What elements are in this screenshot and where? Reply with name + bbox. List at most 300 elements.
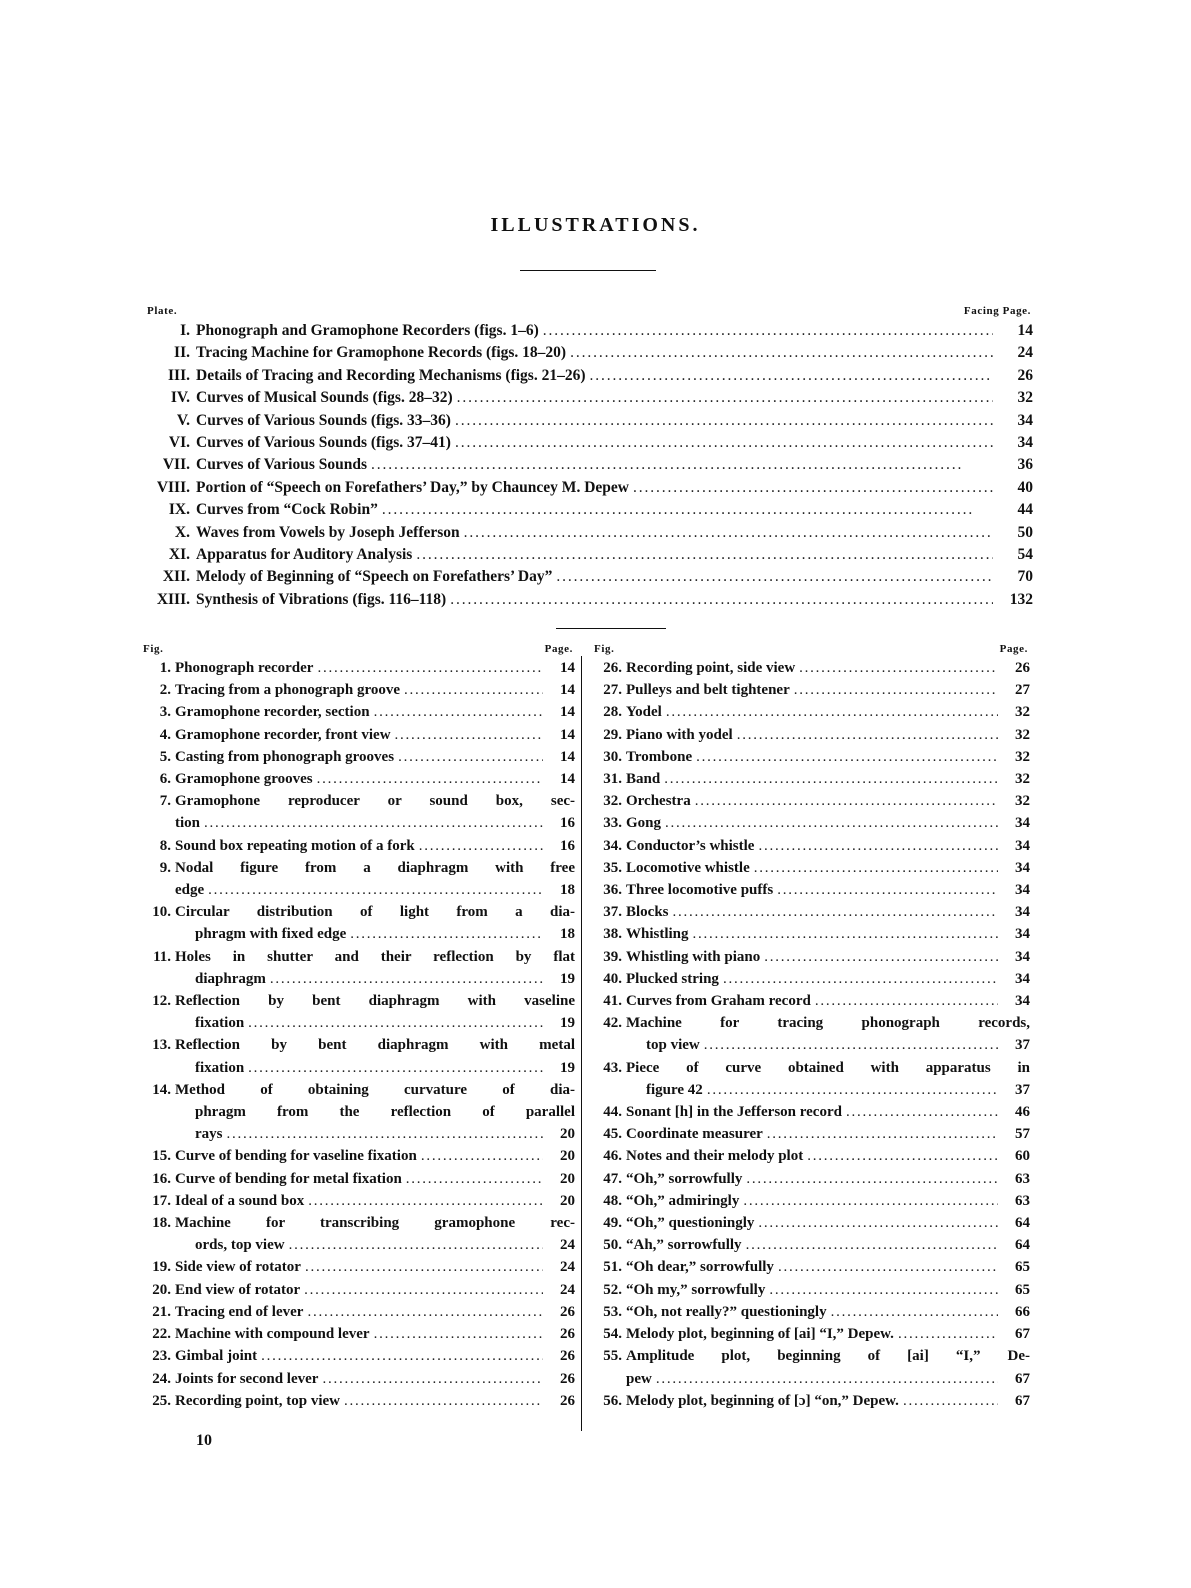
figure-number: 40. [603, 970, 622, 987]
fig-column-label: Fig. [594, 643, 615, 655]
figure-entry [137, 1034, 575, 1078]
figure-line [137, 1057, 575, 1079]
figure-entry [588, 790, 1030, 812]
figure-page: 16 [560, 815, 575, 832]
figure-entry [588, 701, 1030, 723]
figure-line [588, 857, 1030, 879]
figure-number: 22. [152, 1326, 171, 1343]
figure-entry [137, 1301, 575, 1323]
figure-entry [588, 679, 1030, 701]
plate-title: Apparatus for Auditory Analysis [196, 546, 413, 564]
figure-number: 38. [603, 926, 622, 943]
plate-page: 14 [1017, 322, 1033, 339]
dot-leader [344, 1390, 543, 1412]
figure-line [588, 1123, 1030, 1145]
figure-line [137, 1145, 575, 1167]
figure-line [588, 1190, 1030, 1212]
figure-number: 13. [152, 1037, 171, 1054]
figure-line [137, 857, 575, 879]
plate-page: 24 [1017, 344, 1033, 362]
dot-leader [846, 1101, 998, 1123]
dot-leader [543, 320, 993, 342]
dot-leader [261, 1345, 543, 1367]
figure-line [588, 679, 1030, 701]
figure-number: 35. [603, 859, 622, 876]
figure-line [588, 1279, 1030, 1301]
plate-number: XII. [162, 568, 190, 586]
figure-title: diaphragm [195, 970, 266, 987]
plate-page: 70 [1017, 568, 1033, 586]
dot-leader [382, 499, 993, 521]
figures-left-column [137, 643, 575, 1412]
figure-line [588, 812, 1030, 834]
figure-line [588, 1212, 1030, 1234]
figure-title: edge [175, 882, 205, 899]
figure-page: 32 [1015, 748, 1030, 765]
dot-leader [695, 790, 998, 812]
figure-line [137, 1368, 575, 1390]
dot-leader [704, 1034, 998, 1056]
figure-number: 3. [159, 704, 171, 721]
dot-leader [898, 1323, 998, 1345]
dot-leader [656, 1368, 998, 1390]
figure-line [588, 879, 1030, 901]
plate-number: III. [168, 366, 190, 384]
plate-entry [140, 499, 1033, 521]
figure-number: 37. [603, 904, 622, 921]
figure-page: 27 [1015, 682, 1030, 699]
figure-page: 34 [1015, 948, 1030, 965]
figure-title: Gramophone recorder, section [175, 704, 370, 721]
figure-title: Tracing end of lever [175, 1303, 304, 1320]
figure-line [137, 1012, 575, 1034]
figure-number: 12. [152, 993, 171, 1010]
fig-column-label: Fig. [143, 643, 164, 655]
dot-leader [305, 1256, 543, 1278]
figure-page: 14 [560, 704, 575, 721]
figure-entry [137, 724, 575, 746]
figure-page: 20 [560, 1170, 575, 1187]
figure-line [588, 701, 1030, 723]
figure-page: 32 [1015, 771, 1030, 788]
figure-page: 20 [560, 1148, 575, 1165]
figure-title: Conductor’s whistle [626, 837, 755, 854]
plate-title: Melody of Beginning of “Speech on Forefathers’ Day” [196, 568, 553, 586]
figure-number: 44. [603, 1104, 622, 1121]
figure-line [137, 1101, 575, 1123]
figure-title: Melody plot, beginning of [ai] “I,” Depew. [626, 1326, 894, 1343]
figure-number: 45. [603, 1126, 622, 1143]
figure-line [137, 1123, 575, 1145]
dot-leader [556, 566, 993, 588]
figure-number: 14. [152, 1081, 171, 1098]
figure-title: figure 42 [646, 1081, 703, 1098]
dot-leader [665, 812, 998, 834]
figure-number: 31. [603, 771, 622, 788]
figure-number: 54. [603, 1326, 622, 1343]
figure-number: 39. [603, 948, 622, 965]
figure-entry [137, 1212, 575, 1256]
figure-page: 64 [1015, 1215, 1030, 1232]
dot-leader [374, 701, 543, 723]
plate-page: 34 [1017, 434, 1033, 452]
dot-leader [464, 522, 993, 544]
figure-title: Notes and their melody plot [626, 1148, 804, 1165]
figure-number: 26. [603, 660, 622, 676]
figure-title: Pulleys and belt tightener [626, 682, 790, 699]
plate-title: Curves of Musical Sounds (figs. 28–32) [196, 389, 453, 407]
figure-line [137, 1279, 575, 1301]
figure-number: 23. [152, 1348, 171, 1365]
figure-entry [137, 1368, 575, 1390]
figure-page: 67 [1015, 1370, 1030, 1387]
figure-page: 67 [1015, 1392, 1030, 1409]
plate-title: Synthesis of Vibrations (figs. 116–118) [196, 590, 447, 608]
figure-title: “Oh dear,” sorrowfully [626, 1259, 774, 1276]
figure-title: Gramophone recorder, front view [175, 726, 391, 743]
figure-line [588, 657, 1030, 679]
figure-title: phragm with fixed edge [195, 926, 347, 943]
plates-list [140, 320, 1033, 611]
figure-entry [588, 1101, 1030, 1123]
plate-title: Waves from Vowels by Joseph Jefferson [196, 523, 460, 541]
figure-page: 32 [1015, 704, 1030, 721]
figure-number: 30. [603, 748, 622, 765]
figure-number: 18. [152, 1215, 171, 1232]
figure-page: 26 [560, 1392, 575, 1409]
figure-line [137, 1390, 575, 1412]
figure-entry [137, 768, 575, 790]
figure-page: 37 [1015, 1037, 1030, 1054]
figure-title: “Ah,” sorrowfully [626, 1237, 742, 1254]
plate-title: Portion of “Speech on Forefathers’ Day,” by Chauncey M. Depew [196, 478, 629, 496]
figure-title: Locomotive whistle [626, 859, 750, 876]
figure-line [588, 1012, 1030, 1034]
figure-title: Coordinate measurer [626, 1126, 763, 1143]
figure-page: 19 [560, 1015, 575, 1032]
figure-page: 34 [1015, 859, 1030, 876]
dot-leader [693, 923, 998, 945]
dot-leader [455, 432, 993, 454]
figure-number: 42. [603, 1015, 622, 1032]
figure-number: 46. [603, 1148, 622, 1165]
figure-title: Recording point, top view [175, 1392, 340, 1409]
figure-entry [137, 1079, 575, 1146]
figure-entry [588, 1012, 1030, 1056]
figure-number: 32. [603, 793, 622, 810]
figure-entry [588, 1390, 1030, 1412]
figure-line [137, 657, 575, 679]
dot-leader [304, 1279, 543, 1301]
figure-entry [588, 946, 1030, 968]
figure-number: 50. [603, 1237, 622, 1254]
figure-line [137, 812, 575, 834]
figure-line [137, 946, 575, 968]
figure-entry [137, 1390, 575, 1412]
figure-title: Gramophone grooves [175, 771, 313, 788]
figure-line [137, 1323, 575, 1345]
figure-page: 67 [1015, 1326, 1030, 1343]
figure-number: 9. [159, 859, 171, 876]
plate-entry [140, 544, 1033, 566]
figure-number: 33. [603, 815, 622, 832]
figure-line [588, 1345, 1030, 1367]
plate-number: I. [180, 322, 190, 339]
figure-title: fixation [195, 1015, 245, 1032]
figure-page: 20 [560, 1126, 575, 1143]
figure-line [588, 724, 1030, 746]
plate-title: Phonograph and Gramophone Recorders (figs. 1–6) [196, 322, 539, 339]
figure-title: Sonant [h] in the Jefferson record [626, 1104, 842, 1121]
dot-leader [778, 1256, 998, 1278]
plate-entry [140, 387, 1033, 409]
figure-number: 29. [603, 726, 622, 743]
figure-page: 34 [1015, 882, 1030, 899]
figure-entry [588, 1123, 1030, 1145]
page-column-label: Page. [544, 643, 573, 655]
figure-line [137, 1345, 575, 1367]
figure-number: 19. [152, 1259, 171, 1276]
dot-leader [398, 746, 543, 768]
figure-number: 55. [603, 1348, 622, 1365]
figure-entry [588, 1323, 1030, 1345]
figure-number: 53. [603, 1303, 622, 1320]
figure-line [588, 901, 1030, 923]
figure-title: Casting from phonograph grooves [175, 748, 395, 765]
figure-title: Joints for second lever [175, 1370, 319, 1387]
figure-number: 7. [159, 793, 171, 810]
figure-title: Side view of rotator [175, 1259, 301, 1276]
figure-title: Tracing from a phonograph groove [175, 682, 401, 699]
figure-page: 34 [1015, 837, 1030, 854]
figure-title: End view of rotator [175, 1281, 301, 1298]
figure-title: Whistling with piano [626, 948, 761, 965]
dot-leader [350, 923, 543, 945]
dot-leader [419, 835, 543, 857]
figure-line [588, 835, 1030, 857]
dot-leader [570, 342, 993, 364]
dot-leader [404, 679, 543, 701]
plate-page: 36 [1017, 456, 1033, 474]
figure-entry [588, 1234, 1030, 1256]
plate-entry [140, 365, 1033, 387]
plate-title: Details of Tracing and Recording Mechanisms (figs. 21–26) [196, 366, 586, 384]
figure-title: Sound box repeating motion of a fork [175, 837, 415, 854]
figure-title: Reflection by bent diaphragm with vaseline [175, 993, 575, 1010]
figure-number: 4. [159, 726, 171, 743]
plate-entry [140, 566, 1033, 588]
dot-leader [758, 1212, 998, 1234]
figure-entry [137, 657, 575, 679]
figure-page: 46 [1015, 1104, 1030, 1121]
figure-line [588, 768, 1030, 790]
figure-line [588, 1301, 1030, 1323]
title-rule [520, 270, 656, 271]
figure-page: 18 [560, 882, 575, 899]
figure-title: Method of obtaining curvature of dia- [175, 1081, 575, 1098]
figure-entry [588, 1301, 1030, 1323]
figure-entry [588, 835, 1030, 857]
column-divider [581, 656, 582, 1431]
figure-page: 20 [560, 1192, 575, 1209]
figure-page: 18 [560, 926, 575, 943]
figure-title: Three locomotive puffs [626, 882, 774, 899]
plate-page: 44 [1017, 501, 1033, 519]
dot-leader [696, 746, 998, 768]
figure-entry [588, 1190, 1030, 1212]
figure-number: 16. [152, 1170, 171, 1187]
figure-title: Blocks [626, 904, 669, 921]
plate-title: Curves from “Cock Robin” [196, 501, 378, 519]
figure-entry [588, 1345, 1030, 1389]
figure-number: 5. [159, 748, 171, 765]
dot-leader [395, 724, 543, 746]
figure-number: 52. [603, 1281, 622, 1298]
plate-page: 26 [1017, 366, 1033, 384]
figure-entry [137, 1345, 575, 1367]
dot-leader [455, 410, 993, 432]
figure-line [137, 701, 575, 723]
plate-number: VII. [162, 456, 190, 474]
figure-number: 27. [603, 682, 622, 699]
dot-leader [270, 968, 543, 990]
plate-page: 40 [1017, 478, 1033, 496]
dot-leader [743, 1190, 998, 1212]
figure-entry [588, 901, 1030, 923]
figure-entry [588, 1145, 1030, 1167]
figure-number: 47. [603, 1170, 622, 1187]
figure-number: 10. [152, 904, 171, 921]
figure-line [137, 990, 575, 1012]
figure-line [588, 1168, 1030, 1190]
dot-leader [673, 901, 998, 923]
plate-entry [140, 477, 1033, 499]
dot-leader [421, 1145, 543, 1167]
figure-title: Amplitude plot, beginning of [ai] “I,” De- [626, 1348, 1030, 1365]
figure-title: fixation [195, 1059, 245, 1076]
dot-leader [406, 1168, 543, 1190]
figure-line [588, 1323, 1030, 1345]
figure-title: Recording point, side view [626, 660, 796, 676]
figure-entry [137, 1323, 575, 1345]
figure-page: 34 [1015, 926, 1030, 943]
dot-leader [248, 1057, 543, 1079]
page-title: ILLUSTRATIONS. [490, 214, 701, 236]
figure-entry [137, 990, 575, 1034]
figure-line [588, 968, 1030, 990]
figure-title: Plucked string [626, 970, 719, 987]
figure-line [588, 1057, 1030, 1079]
figure-line [588, 946, 1030, 968]
plate-number: VI. [168, 434, 190, 452]
figure-line [588, 1234, 1030, 1256]
dot-leader [769, 1279, 998, 1301]
plates-column-label: Plate. [147, 305, 178, 317]
figure-entry [137, 857, 575, 901]
figure-line [137, 1034, 575, 1056]
figure-title: Piece of curve obtained with apparatus in [626, 1059, 1030, 1076]
figure-title: ords, top view [195, 1237, 285, 1254]
figure-line [137, 1168, 575, 1190]
figure-page: 32 [1015, 793, 1030, 810]
dot-leader [317, 657, 543, 679]
figure-page: 14 [560, 726, 575, 743]
dot-leader [633, 477, 993, 499]
dot-leader [374, 1323, 543, 1345]
figure-page: 34 [1015, 970, 1030, 987]
plate-number: IX. [168, 501, 190, 519]
figure-title: pew [626, 1370, 652, 1387]
plate-number: XI. [168, 546, 190, 564]
figure-line [588, 1079, 1030, 1101]
figure-page: 64 [1015, 1237, 1030, 1254]
figure-title: Machine with compound lever [175, 1326, 370, 1343]
page-column-label: Page. [999, 643, 1028, 655]
dot-leader [322, 1368, 543, 1390]
figure-title: Nodal figure from a diaphragm with free [175, 859, 575, 876]
figure-entry [588, 768, 1030, 790]
figure-number: 2. [159, 682, 171, 699]
figure-page: 14 [560, 682, 575, 699]
dot-leader [815, 990, 998, 1012]
figure-number: 1. [159, 660, 171, 676]
figure-title: Machine for tracing phonograph records, [626, 1015, 1030, 1032]
dot-leader [450, 589, 993, 611]
figure-title: Trombone [626, 748, 693, 765]
figure-page: 26 [560, 1348, 575, 1365]
dot-leader [758, 835, 998, 857]
plate-title: Curves of Various Sounds [196, 456, 367, 474]
figure-number: 21. [152, 1303, 171, 1320]
plate-entry [140, 589, 1033, 611]
figure-line [137, 901, 575, 923]
figure-title: Curves from Graham record [626, 993, 811, 1010]
dot-leader [317, 768, 543, 790]
figure-page: 63 [1015, 1192, 1030, 1209]
figure-page: 16 [560, 837, 575, 854]
dot-leader [666, 701, 998, 723]
figure-line [588, 1101, 1030, 1123]
figure-title: Circular distribution of light from a dia- [175, 904, 575, 921]
figures-right-column [588, 643, 1030, 1412]
figure-entry [588, 990, 1030, 1012]
dot-leader [707, 1079, 998, 1101]
figure-entry [588, 879, 1030, 901]
figure-number: 49. [603, 1215, 622, 1232]
figure-line [137, 679, 575, 701]
figure-line [137, 1212, 575, 1234]
figure-title: Melody plot, beginning of [ɔ] “on,” Depew. [626, 1392, 899, 1409]
figure-page: 24 [560, 1237, 575, 1254]
plate-number: IV. [170, 389, 190, 407]
dot-leader [764, 946, 998, 968]
figure-line [137, 1301, 575, 1323]
figure-number: 28. [603, 704, 622, 721]
figure-page: 37 [1015, 1081, 1030, 1098]
figure-line [137, 835, 575, 857]
figure-page: 26 [560, 1303, 575, 1320]
figure-title: “Oh,” sorrowfully [626, 1170, 743, 1187]
figure-line [588, 1390, 1030, 1412]
figure-number: 51. [603, 1259, 622, 1276]
figure-title: Reflection by bent diaphragm with metal [175, 1037, 575, 1054]
figure-title: rays [195, 1126, 223, 1143]
figure-entry [588, 1212, 1030, 1234]
figure-entry [137, 835, 575, 857]
dot-leader [308, 1190, 543, 1212]
figure-entry [137, 679, 575, 701]
figure-number: 6. [159, 771, 171, 788]
